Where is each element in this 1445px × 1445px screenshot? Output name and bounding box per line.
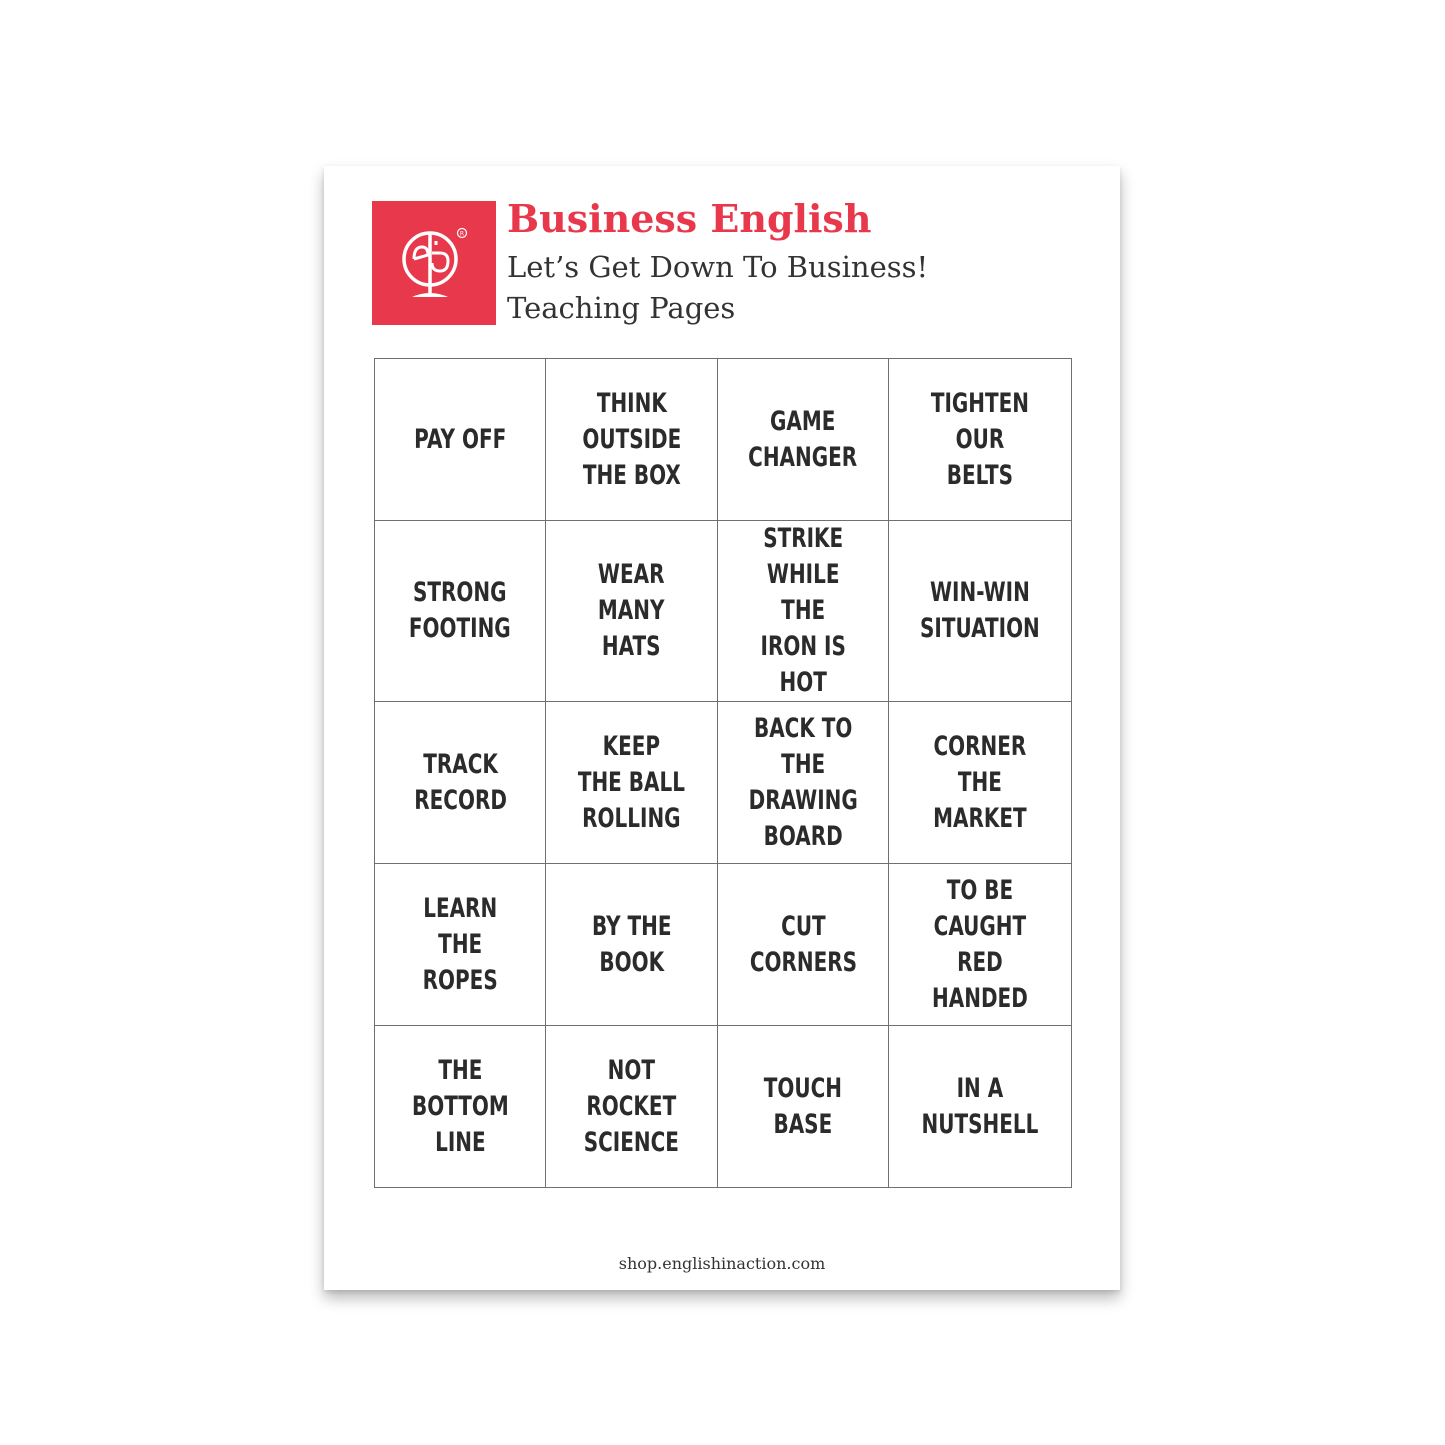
page-section-label: Teaching Pages [507, 291, 736, 325]
bingo-phrase: TIGHTEN OUR BELTS [930, 387, 1030, 491]
bingo-phrase: CORNER THE MARKET [933, 730, 1027, 834]
bingo-phrase: STRONG FOOTING [409, 577, 512, 644]
bingo-phrase: CUT CORNERS [749, 910, 857, 978]
footer-url: shop.englishinaction.com [618, 1254, 826, 1273]
bingo-phrase: THE BOTTOM LINE [411, 1054, 509, 1158]
bingo-phrase: PAY OFF [414, 423, 507, 455]
bingo-phrase: BY THE BOOK [591, 910, 672, 978]
bingo-cell [375, 359, 546, 521]
bingo-phrase: NOT ROCKET SCIENCE [584, 1054, 680, 1158]
bingo-cell [546, 864, 717, 1026]
bingo-cell [718, 521, 889, 702]
bingo-phrase: WIN-WIN SITUATION [920, 577, 1040, 644]
bingo-cell [718, 864, 889, 1026]
bingo-cell [546, 359, 717, 521]
bingo-phrase: BACK TO THE DRAWING BOARD [748, 712, 858, 852]
bingo-phrase: LEARN THE ROPES [422, 892, 498, 996]
bingo-phrase: TRACK RECORD [413, 748, 507, 816]
bingo-cell [718, 1026, 889, 1188]
bingo-cell [546, 702, 717, 864]
bingo-cell [375, 864, 546, 1026]
bingo-cell [375, 1026, 546, 1188]
bingo-phrase: WEAR MANY HATS [598, 559, 665, 662]
bingo-cell [546, 1026, 717, 1188]
bingo-cell [889, 521, 1072, 702]
bingo-cell [889, 1026, 1072, 1188]
bingo-cell [546, 521, 717, 702]
bingo-cell [718, 702, 889, 864]
page-title: Business English [507, 196, 872, 241]
bingo-phrase: STRIKE WHILE THE IRON IS HOT [760, 523, 846, 698]
bingo-phrase: THINK OUTSIDE THE BOX [582, 387, 682, 491]
page-subtitle: Let’s Get Down To Business! [507, 250, 929, 284]
bingo-cell [889, 359, 1072, 521]
bingo-grid [374, 358, 1072, 1188]
svg-text:R: R [459, 230, 465, 238]
bingo-cell [889, 864, 1072, 1026]
bingo-cell [718, 359, 889, 521]
english-in-action-logo-icon [372, 201, 496, 325]
worksheet-page [324, 166, 1120, 1290]
bingo-cell [889, 702, 1072, 864]
bingo-phrase: TOUCH BASE [763, 1072, 843, 1140]
bingo-phrase: GAME CHANGER [748, 405, 858, 473]
bingo-cell [375, 521, 546, 702]
brand-logo [372, 201, 496, 325]
bingo-cell [375, 702, 546, 864]
bingo-phrase: IN A NUTSHELL [921, 1072, 1039, 1140]
bingo-phrase: TO BE CAUGHT RED HANDED [932, 874, 1028, 1014]
bingo-phrase: KEEP THE BALL ROLLING [578, 730, 686, 834]
